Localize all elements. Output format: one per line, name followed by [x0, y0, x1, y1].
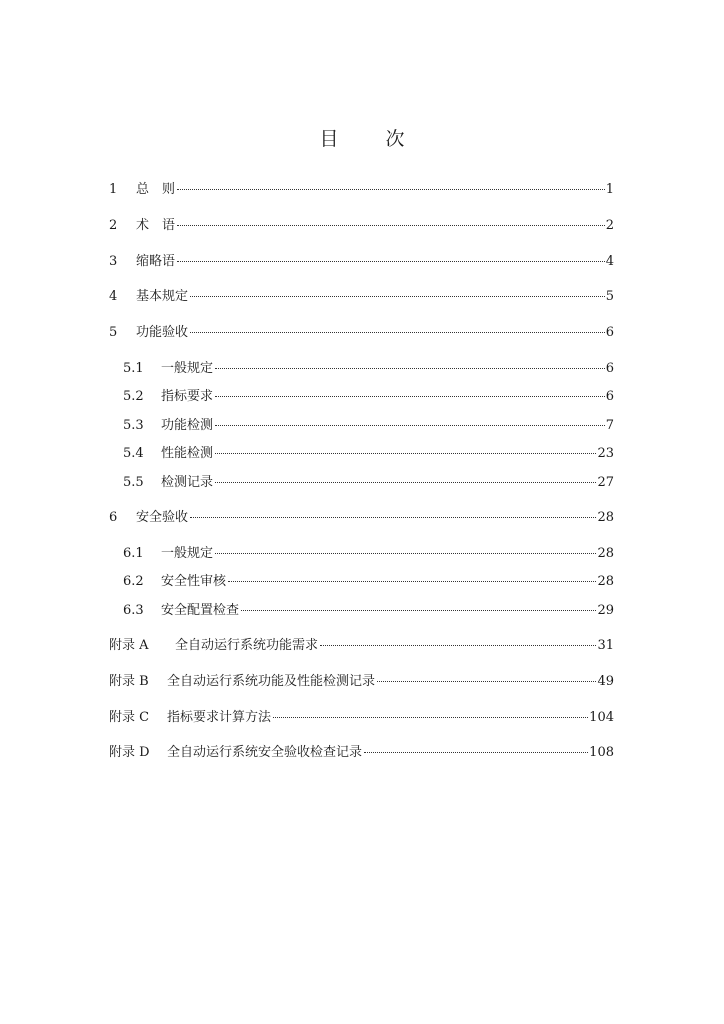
toc-entry-label: 功能验收 [136, 325, 189, 340]
toc-appendix-entry[interactable] [109, 638, 614, 654]
toc-entry[interactable] [109, 289, 614, 305]
toc-subentry[interactable] [123, 603, 614, 619]
toc-entry-label: 一般规定 [161, 361, 214, 376]
toc-entry-page: 4 [605, 254, 614, 269]
toc-entry-page: 49 [597, 674, 614, 689]
toc-entry-page: 29 [597, 603, 614, 618]
toc-entry-page: 6 [605, 361, 614, 376]
toc-entry[interactable] [109, 182, 614, 198]
dot-leader [215, 481, 596, 483]
toc-entry-label: 总 则 [136, 182, 176, 197]
toc-entry[interactable] [109, 254, 614, 270]
toc-entry-number: 5.5 [123, 475, 144, 490]
toc-entry-page: 2 [605, 218, 614, 233]
toc-appendix-entry[interactable] [109, 674, 614, 690]
dot-leader [177, 260, 605, 262]
toc-entry-number: 附录 B [109, 674, 149, 689]
toc-entry-number: 5.3 [123, 418, 144, 433]
toc-entry-page: 23 [597, 446, 614, 461]
toc-entry-label: 功能检测 [161, 418, 214, 433]
dot-leader [364, 751, 588, 753]
toc-entry-number: 6.1 [123, 546, 144, 561]
toc-entry-label: 安全配置检查 [161, 603, 240, 618]
toc-entry-label: 全自动运行系统功能及性能检测记录 [167, 674, 376, 689]
toc-subentry[interactable] [123, 475, 614, 491]
toc-entry-number: 4 [109, 289, 118, 304]
toc-entry-label: 指标要求 [161, 389, 214, 404]
toc-entry[interactable] [109, 325, 614, 341]
toc-entry[interactable] [109, 218, 614, 234]
toc-entry-number: 2 [109, 218, 118, 233]
toc-entry-label: 性能检测 [161, 446, 214, 461]
toc-entry-label: 一般规定 [161, 546, 214, 561]
dot-leader [177, 188, 605, 190]
dot-leader [241, 609, 596, 611]
dot-leader [190, 295, 605, 297]
dot-leader [320, 644, 596, 646]
toc-entry-number: 附录 A [109, 638, 149, 653]
toc-entry-page: 5 [605, 289, 614, 304]
dot-leader [215, 367, 605, 369]
toc-entry-label: 指标要求计算方法 [167, 710, 272, 725]
toc-subentry[interactable] [123, 446, 614, 462]
dot-leader [190, 516, 596, 518]
toc-entry-label: 检测记录 [161, 475, 214, 490]
toc-entry-page: 31 [597, 638, 614, 653]
toc-entry-page: 28 [597, 546, 614, 561]
toc-entry-number: 6.3 [123, 603, 144, 618]
toc-entry-label: 基本规定 [136, 289, 189, 304]
toc-appendix-entry[interactable] [109, 710, 614, 726]
toc-subentry[interactable] [123, 389, 614, 405]
toc-entry-number: 3 [109, 254, 118, 269]
dot-leader [177, 224, 605, 226]
toc-entry[interactable] [109, 510, 614, 526]
toc-entry-page: 104 [589, 710, 614, 725]
toc-entry-number: 附录 D [109, 745, 150, 760]
dot-leader [228, 580, 596, 582]
toc-entry-page: 28 [597, 574, 614, 589]
toc-entry-number: 5.1 [123, 361, 144, 376]
toc-entry-label: 全自动运行系统功能需求 [175, 638, 319, 653]
toc-entry-label: 术 语 [136, 218, 176, 233]
toc-entry-number: 5.2 [123, 389, 144, 404]
toc-entry-number: 6 [109, 510, 118, 525]
dot-leader [215, 552, 596, 554]
toc-subentry[interactable] [123, 574, 614, 590]
toc-appendix-entry[interactable] [109, 745, 614, 761]
toc-subentry[interactable] [123, 361, 614, 377]
toc-entry-page: 27 [597, 475, 614, 490]
page-title: 目 次 [319, 128, 419, 150]
toc-entry-label: 全自动运行系统安全验收检查记录 [167, 745, 363, 760]
toc-entry-number: 1 [109, 182, 118, 197]
toc-entry-number: 6.2 [123, 574, 144, 589]
dot-leader [215, 395, 605, 397]
toc-entry-page: 6 [605, 325, 614, 340]
toc-entry-label: 缩略语 [136, 254, 176, 269]
toc-entry-page: 28 [597, 510, 614, 525]
toc-entry-page: 1 [605, 182, 614, 197]
dot-leader [215, 452, 596, 454]
toc-entry-label: 安全性审核 [161, 574, 227, 589]
toc-subentry[interactable] [123, 546, 614, 562]
dot-leader [273, 716, 588, 718]
dot-leader [190, 331, 605, 333]
toc-entry-number: 附录 C [109, 710, 150, 725]
toc-entry-number: 5 [109, 325, 118, 340]
dot-leader [215, 424, 605, 426]
toc-entry-page: 108 [589, 745, 614, 760]
dot-leader [377, 680, 596, 682]
toc-subentry[interactable] [123, 418, 614, 434]
toc-entry-number: 5.4 [123, 446, 144, 461]
toc-entry-label: 安全验收 [136, 510, 189, 525]
toc-entry-page: 6 [605, 389, 614, 404]
toc-entry-page: 7 [605, 418, 614, 433]
